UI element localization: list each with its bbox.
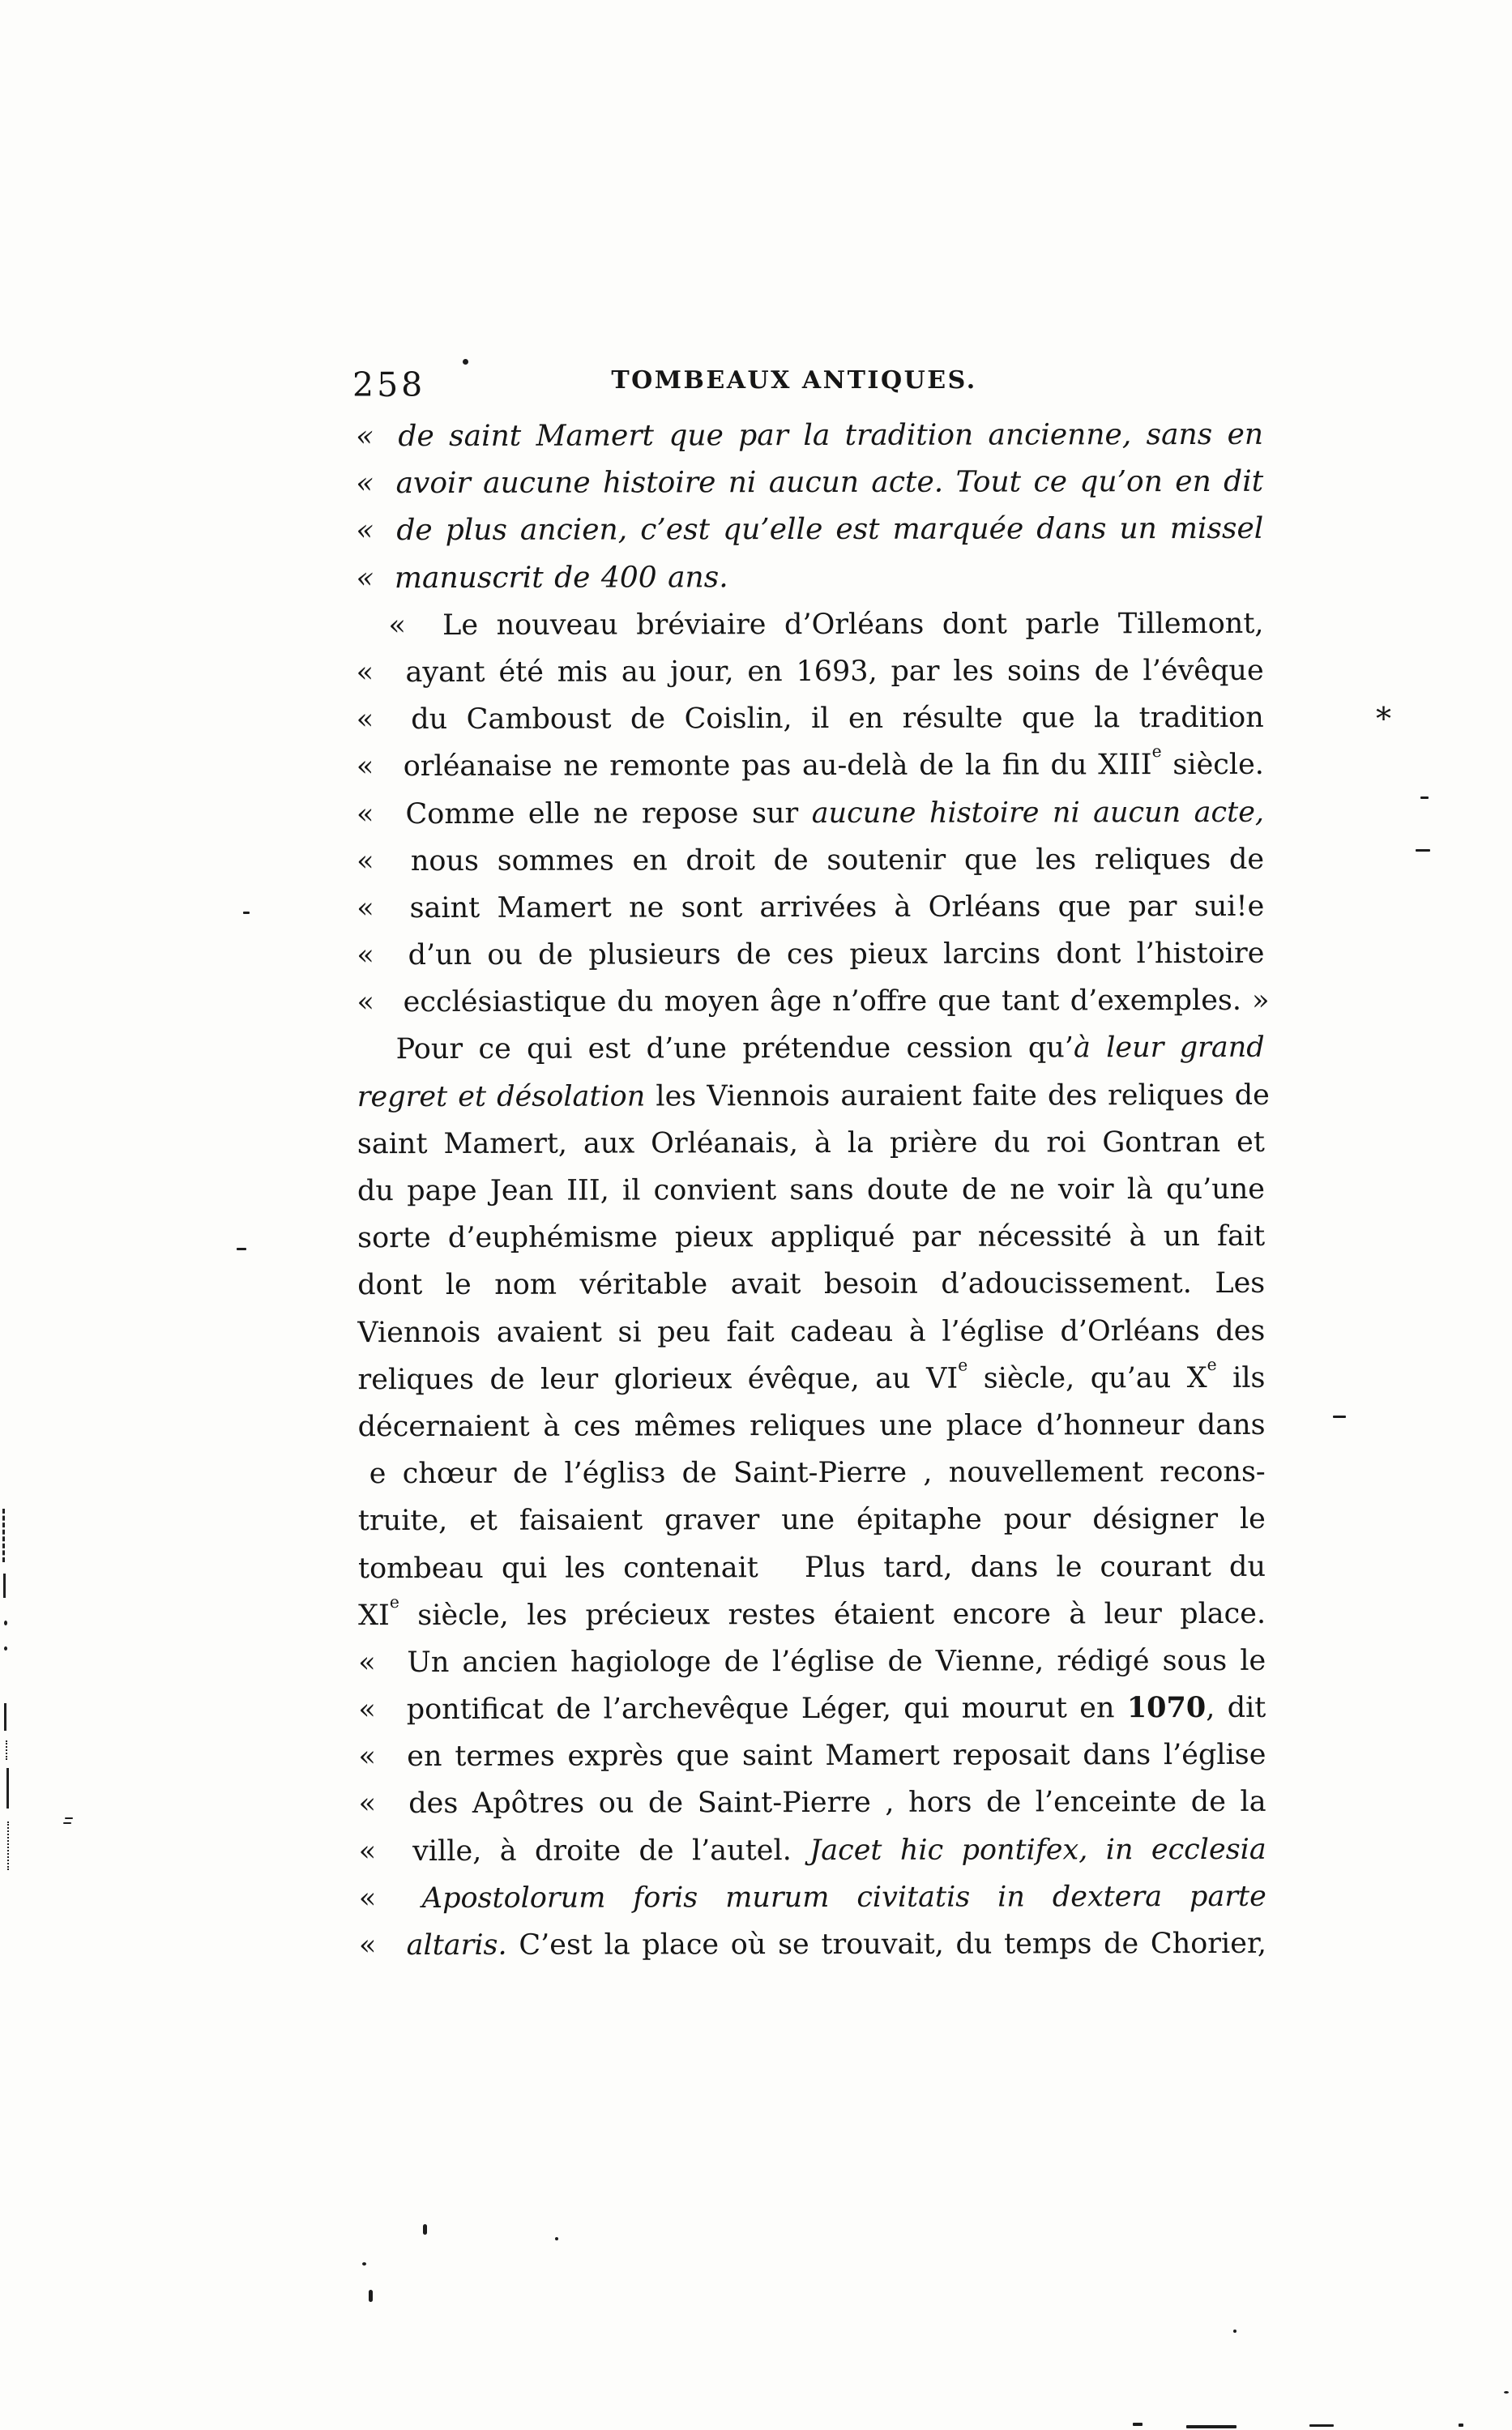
text-segment: Jacet hic pontifex, in ecclesia [809, 1833, 1266, 1867]
text-line [357, 1166, 1265, 1215]
scan-artifact [463, 359, 468, 365]
text-line [358, 1591, 1266, 1640]
scan-artifact [1504, 2391, 1509, 2394]
ordinal-superscript: e [958, 1355, 968, 1375]
scan-artifact [6, 1768, 9, 1809]
scan-artifact [369, 2290, 373, 2302]
scan-artifact [1333, 1416, 1346, 1418]
text-segment: en termes exprès que saint Mamert reposait dans l’église [407, 1739, 1266, 1774]
text-segment: ils [1216, 1361, 1266, 1394]
text-segment: , dit [1206, 1691, 1266, 1725]
text-segment: C’est la place où se trouvait, du temps de Chorier, [506, 1927, 1266, 1962]
text-segment: altaris. [406, 1928, 507, 1962]
text-line [357, 1355, 1265, 1404]
scan-artifact [1416, 849, 1430, 852]
text-line [357, 694, 1264, 744]
quote-mark: « [356, 561, 374, 595]
text-line [357, 741, 1264, 791]
quote-mark: « [357, 986, 374, 1019]
text-segment: tombeau qui les contenait Plus tard, dans le courant du [357, 1550, 1266, 1585]
text-segment: aucune histoire ni aucun acte, [811, 796, 1265, 830]
quote-mark: « [356, 467, 374, 501]
scan-artifact [555, 2237, 558, 2240]
scan-artifact [1459, 2424, 1463, 2427]
text-line [358, 1449, 1266, 1498]
text-segment: ayant été mis au jour, en 1693, par les soins de l’évêque [405, 654, 1264, 689]
text-segment: e chœur de l’églisз de Saint-Pierre , nouvellement recons- [369, 1455, 1266, 1491]
text-segment: d’un ou de plusieurs de ces pieux larcins dont l’histoire [408, 937, 1265, 972]
scan-artifact [1376, 703, 1391, 734]
quote-mark: « [356, 514, 374, 548]
text-line [356, 412, 1263, 461]
scan-artifact [6, 1740, 7, 1760]
scan-artifact [4, 1646, 7, 1651]
scan-artifact [63, 1822, 71, 1824]
scan-artifact [362, 2262, 366, 2266]
page-text-block [356, 412, 1270, 1970]
text-segment: manuscrit de 400 ans. [394, 560, 728, 595]
text-line [357, 1119, 1265, 1168]
quote-mark: « [388, 609, 407, 642]
ordinal-superscript: e [1207, 1354, 1217, 1374]
ordinal-superscript: e [1151, 741, 1162, 762]
scan-artifact [4, 1621, 7, 1625]
text-line [357, 977, 1270, 1027]
text-line [358, 1685, 1266, 1734]
text-line [357, 1071, 1270, 1121]
scan-artifact [1233, 2330, 1237, 2333]
text-line [357, 1024, 1265, 1074]
ordinal-superscript: e [389, 1591, 399, 1612]
text-segment: regret et désolation [357, 1080, 646, 1113]
text-segment: du Camboust de Coislin, il en résulte que la tradition [411, 701, 1264, 737]
text-segment: XI [358, 1599, 390, 1632]
text-segment: décernaient à ces mêmes reliques une place d’honneur dans [357, 1408, 1266, 1444]
quote-mark: « [358, 1740, 376, 1774]
page-title: TOMBEAUX ANTIQUES. [611, 366, 977, 395]
text-segment: Comme elle ne repose sur [405, 796, 812, 831]
text-line [358, 1402, 1266, 1451]
text-segment: truite, et faisaient graver une épitaphe pour désigner le [357, 1503, 1266, 1538]
text-line [358, 1638, 1266, 1687]
text-line [359, 1873, 1266, 1923]
text-line [358, 1496, 1266, 1545]
quote-mark: « [358, 1646, 376, 1680]
text-line [357, 836, 1264, 886]
text-line [359, 1779, 1266, 1828]
text-line [359, 1920, 1266, 1970]
text-line [359, 1826, 1266, 1875]
quote-mark: « [357, 939, 374, 972]
text-segment: siècle, les précieux restes étaient encore à leur place. [399, 1597, 1266, 1632]
text-line [357, 1307, 1265, 1356]
scan-artifact [65, 1817, 73, 1819]
scan-artifact [1309, 2424, 1334, 2427]
text-segment: Un ancien hagiologe de l’église de Vienne, rédigé sous le [407, 1644, 1266, 1679]
scan-artifact [3, 1574, 6, 1598]
text-segment: avoir aucune histoire ni aucun acte. Tout ce qu’on en dit [395, 465, 1264, 501]
scan-artifact [2, 1509, 5, 1562]
text-segment: Pour ce qui est d’une prétendue cession qu’ [395, 1031, 1074, 1066]
text-line [357, 883, 1264, 933]
quote-mark: « [358, 1881, 377, 1915]
text-segment: des Apôtres ou de Saint-Pierre , hors de l’enceinte de la [408, 1786, 1266, 1821]
text-segment: Le nouveau bréviaire d’Orléans dont parle Tillemont, [442, 607, 1264, 642]
scan-artifact [1186, 2425, 1237, 2428]
text-segment: de saint Mamert que par la tradition ancienne, sans en [398, 417, 1264, 454]
text-segment: du pape Jean III, il convient sans doute de ne voir là qu’une [357, 1172, 1266, 1208]
quote-mark: « [356, 750, 374, 784]
scan-artifact [237, 1248, 246, 1250]
text-segment: siècle, qu’au X [967, 1361, 1207, 1395]
text-segment: à leur grand [1073, 1031, 1265, 1065]
text-segment: nous sommes en droit de soutenir que les reliques de [410, 843, 1265, 878]
quote-mark: « [357, 892, 374, 925]
scan-artifact [1133, 2423, 1143, 2426]
text-segment: orléanaise ne remonte pas au-delà de la fin du XIII [403, 749, 1152, 784]
text-line [358, 1732, 1266, 1781]
scan-artifact [243, 912, 250, 914]
text-segment: 1070 [1126, 1691, 1207, 1725]
quote-mark: « [356, 420, 374, 454]
text-segment: ville, à droite de l’autel. [412, 1834, 810, 1868]
text-line [358, 1543, 1266, 1592]
text-segment: saint Mamert, aux Orléanais, à la prière du roi Gontran et [357, 1125, 1265, 1160]
page-number: 258 [352, 365, 426, 404]
quote-mark: « [357, 844, 374, 878]
scan-artifact [1420, 796, 1429, 799]
quote-mark: « [358, 1834, 377, 1868]
text-segment: reliques de leur glorieux évêque, au VI [357, 1362, 959, 1396]
text-segment: saint Mamert ne sont arrivées à Orléans que par sui!e [409, 890, 1265, 925]
text-line [356, 459, 1263, 508]
scan-artifact [4, 1703, 6, 1731]
text-segment: dont le nom véritable avait besoin d’adoucissement. Les [357, 1267, 1266, 1302]
text-segment: Viennois avaient si peu fait cadeau à l’église d’Orléans des [357, 1314, 1266, 1349]
text-segment: pontificat de l’archevêque Léger, qui mourut en [406, 1692, 1127, 1727]
text-segment: sorte d’euphémisme pieux appliqué par nécessité à un fait [357, 1220, 1266, 1255]
quote-mark: « [358, 1693, 376, 1727]
text-segment: de plus ancien, c’est qu’elle est marquée dans un missel [396, 512, 1264, 548]
text-segment: ecclésiastique du moyen âge n’offre que tant d’exemples. » [403, 984, 1270, 1019]
quote-mark: « [358, 1929, 377, 1962]
text-segment: Apostolorum foris murum civitatis in dextera parte [421, 1880, 1266, 1915]
scan-artifact [7, 1821, 9, 1870]
quote-mark: « [356, 797, 374, 831]
text-line [357, 930, 1264, 980]
text-line [357, 1213, 1265, 1262]
scan-artifact [423, 2224, 427, 2235]
text-line [357, 1260, 1265, 1309]
text-line [357, 647, 1264, 697]
text-line [356, 600, 1263, 650]
text-line [356, 506, 1263, 555]
quote-mark: « [356, 656, 374, 690]
quote-mark: « [356, 703, 374, 737]
text-segment: les Viennois auraient faite des reliques de [645, 1078, 1270, 1113]
text-line [357, 788, 1264, 838]
quote-mark: « [358, 1787, 377, 1821]
text-segment: siècle. [1161, 749, 1264, 782]
text-line [356, 553, 1263, 602]
